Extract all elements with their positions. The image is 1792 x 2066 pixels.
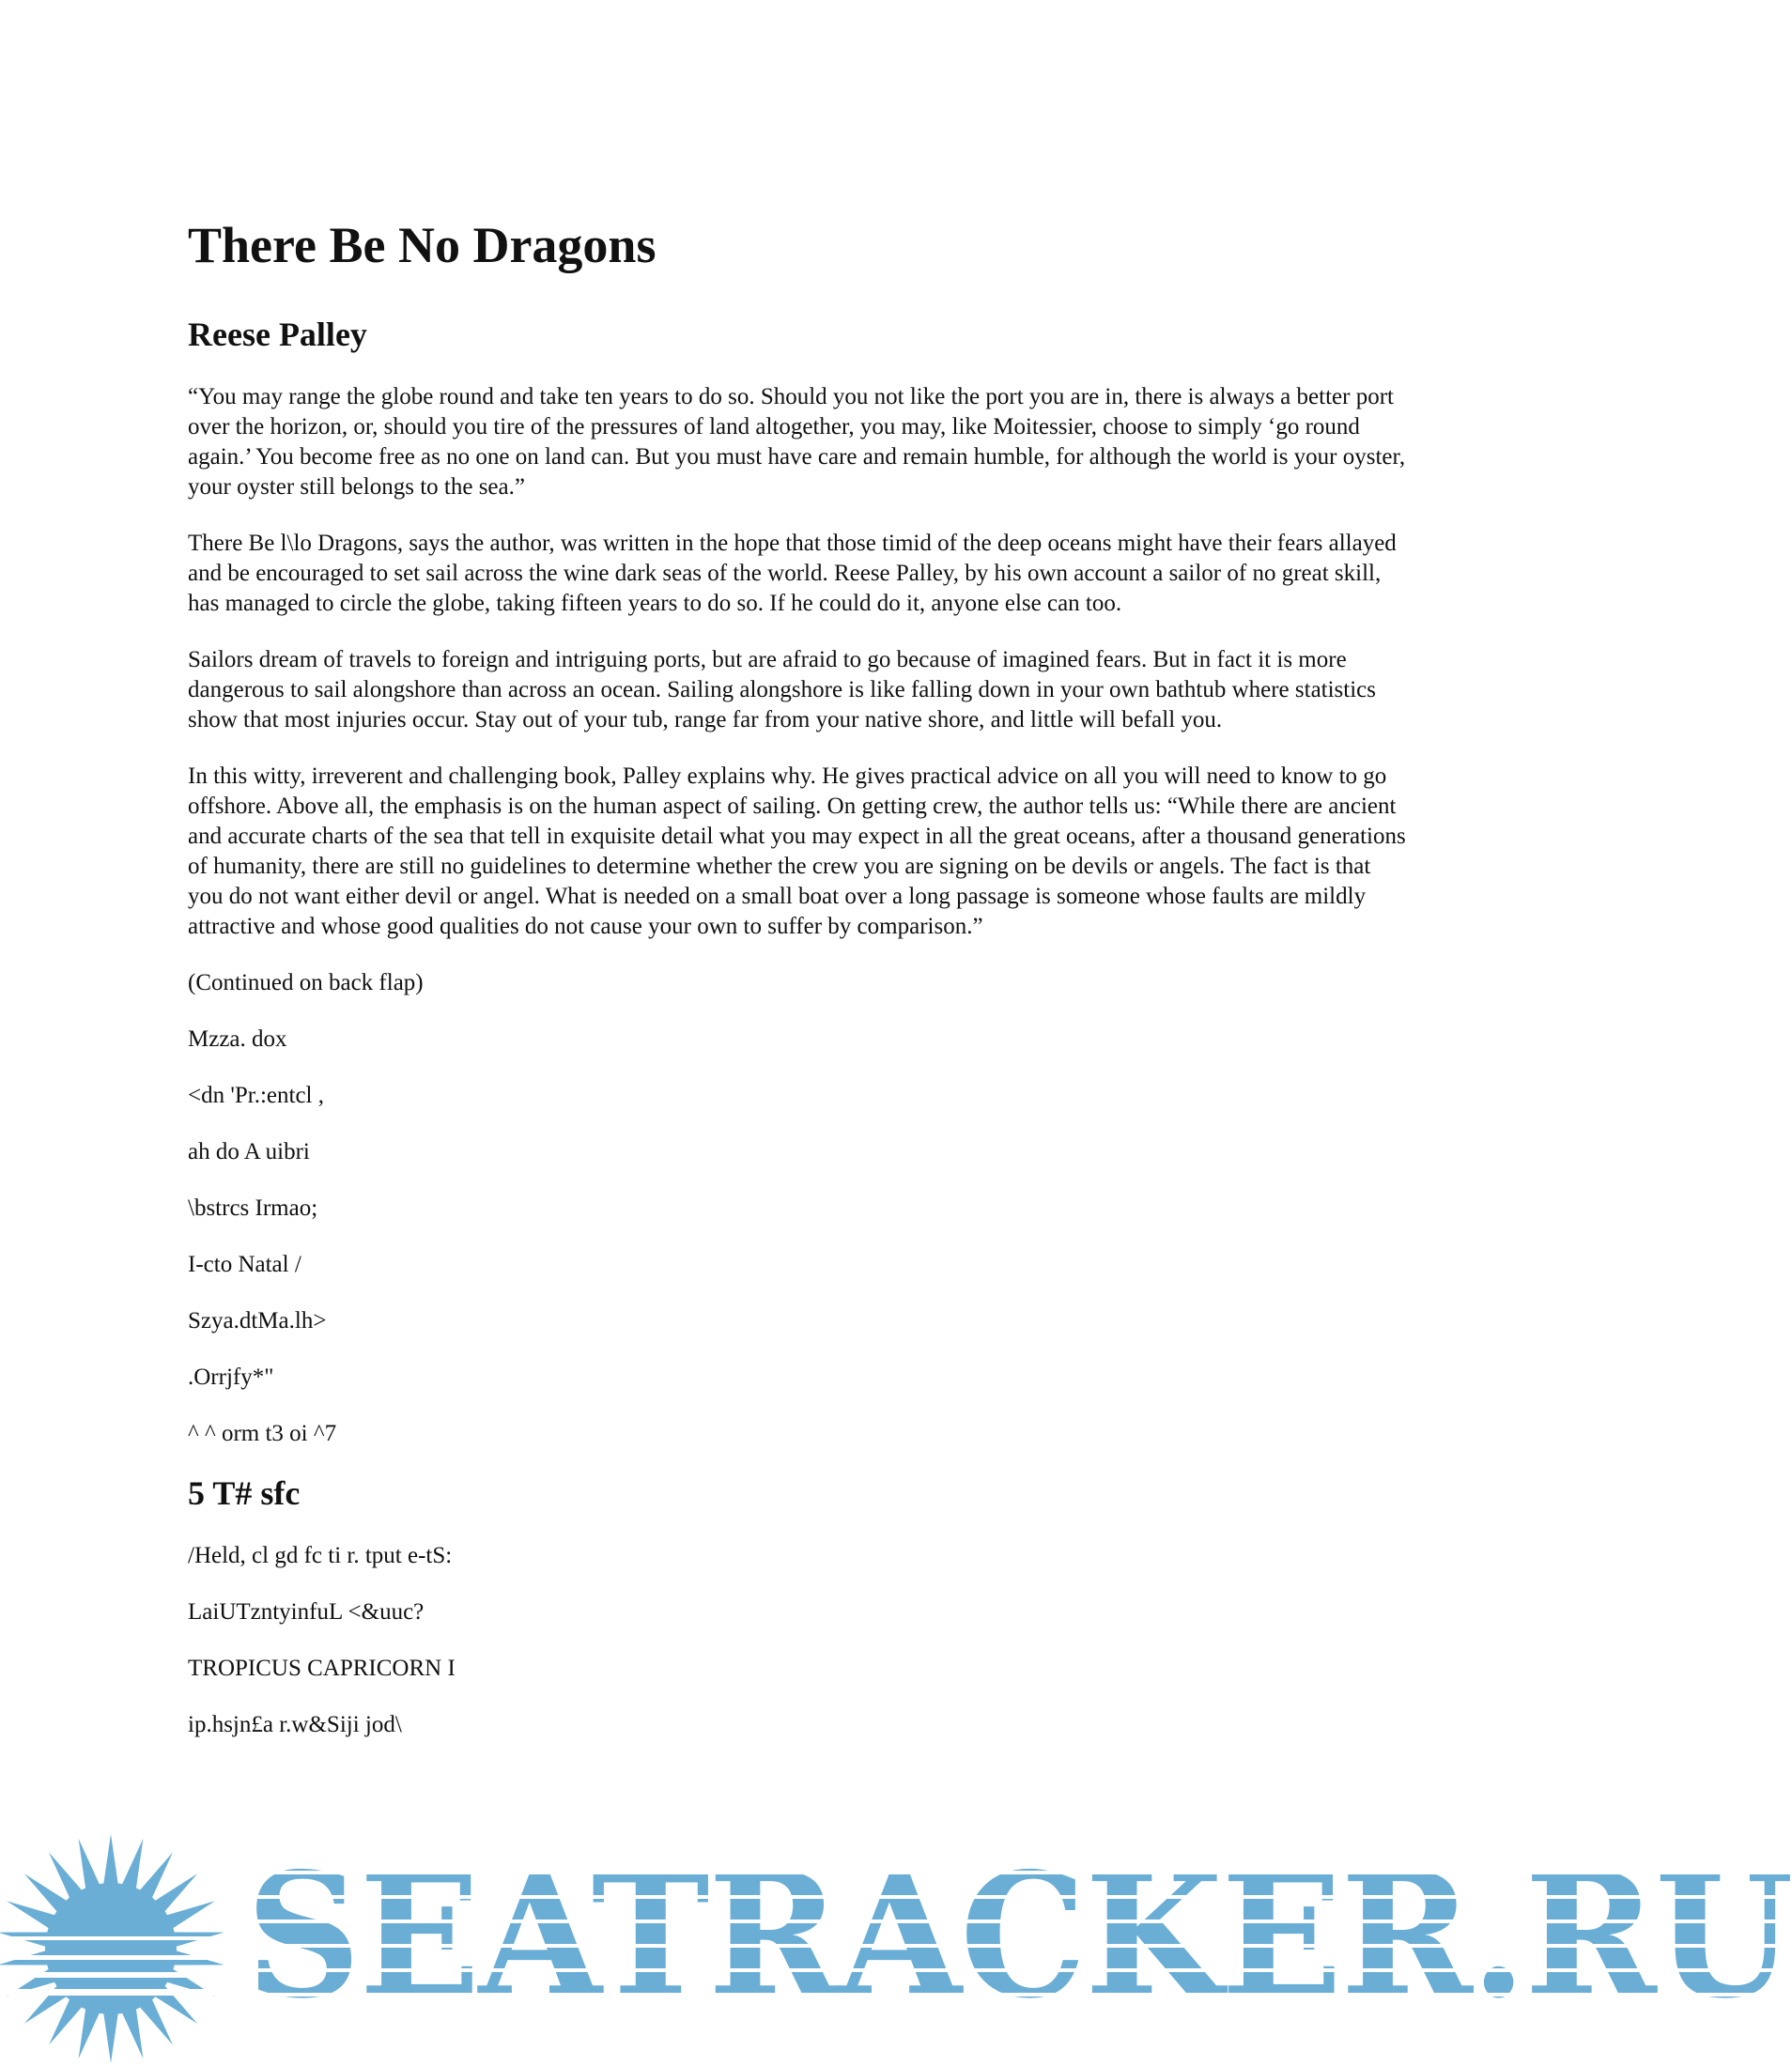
watermark xyxy=(0,1831,1792,2066)
continued-note: (Continued on back flap) xyxy=(188,969,424,995)
paragraph: In this witty, irreverent and challenging book, Palley explains why. He gives practical advice on all you will need to know to go offshore. Above all, the emphasis is on the human aspect of sailing. On getting crew, the author tells us: “While there are ancient and accurate charts of the sea that tell in exquisite detail what you may expect in all the great oceans, after a thousand generations of humanity, there are still no guidelines to determine whether the crew you are signing on be devils or angels. The fact is that you do not want either devil or angel. What is needed on a small boat over a long passage is someone whose faults are mildly attractive and whose good qualities do not cause your own to suffer by comparison.” xyxy=(188,763,1406,939)
paragraph: There Be l\lo Dragons, says the author, was written in the hope that those timid of the deep oceans might have their fears allayed and be encouraged to set sail across the wine dark seas of the world. Reese Palley, by his own account a sailor of no great skill, has managed to circle the globe, taking fifteen years to do so. If he could do it, anyone else can too. xyxy=(188,530,1397,616)
ocr-line: /Held, cl gd fc ti r. tput e-tS: xyxy=(188,1542,453,1568)
ocr-subheading: 5 T# sfc xyxy=(188,1473,301,1512)
ocr-line: Mzza. dox xyxy=(188,1025,287,1052)
paragraph: “You may range the globe round and take ten years to do so. Should you not like the port you are in, there is always a better port over the horizon, or, should you tire of the pressures of land altogether, you may, like Moitessier, choose to simply ‘go round again.’ You become free as no one on land can. But you must have care and remain humble, for although the world is your oyster, your oyster still belongs to the sea.” xyxy=(188,383,1406,500)
ocr-line: ip.hsjn£a r.w&Siji jod\ xyxy=(188,1711,402,1737)
ocr-line: Szya.dtMa.lh> xyxy=(188,1307,327,1334)
ocr-line: \bstrcs Irmao; xyxy=(188,1195,318,1221)
sun-logo-icon xyxy=(0,1831,235,2066)
ocr-line: .Orrjfy*" xyxy=(188,1364,274,1390)
watermark-text: SEATRACKER.RU xyxy=(246,1835,1792,2036)
ocr-line: LaiUTzntyinfuL <&uuc? xyxy=(188,1598,425,1625)
paragraph: Sailors dream of travels to foreign and intriguing ports, but are afraid to go because of imagined fears. But in fact it is more dangerous to sail alongshore than across an ocean. Sailing alongshore is like falling down in your own bathtub where statistics show that most injuries occur. Stay out of your tub, range far from your native shore, and little will befall you. xyxy=(188,646,1377,732)
ocr-line: ah do A uibri xyxy=(188,1138,310,1164)
author-name: Reese Palley xyxy=(188,316,367,354)
ocr-line: <dn 'Pr.:entcl , xyxy=(188,1082,324,1108)
ocr-line: ^ ^ orm t3 oi ^7 xyxy=(188,1420,337,1446)
document-page xyxy=(188,218,1409,1766)
ocr-line: TROPICUS CAPRICORN I xyxy=(188,1655,456,1681)
document-title: There Be No Dragons xyxy=(188,217,657,273)
ocr-line: I-cto Natal / xyxy=(188,1251,301,1277)
